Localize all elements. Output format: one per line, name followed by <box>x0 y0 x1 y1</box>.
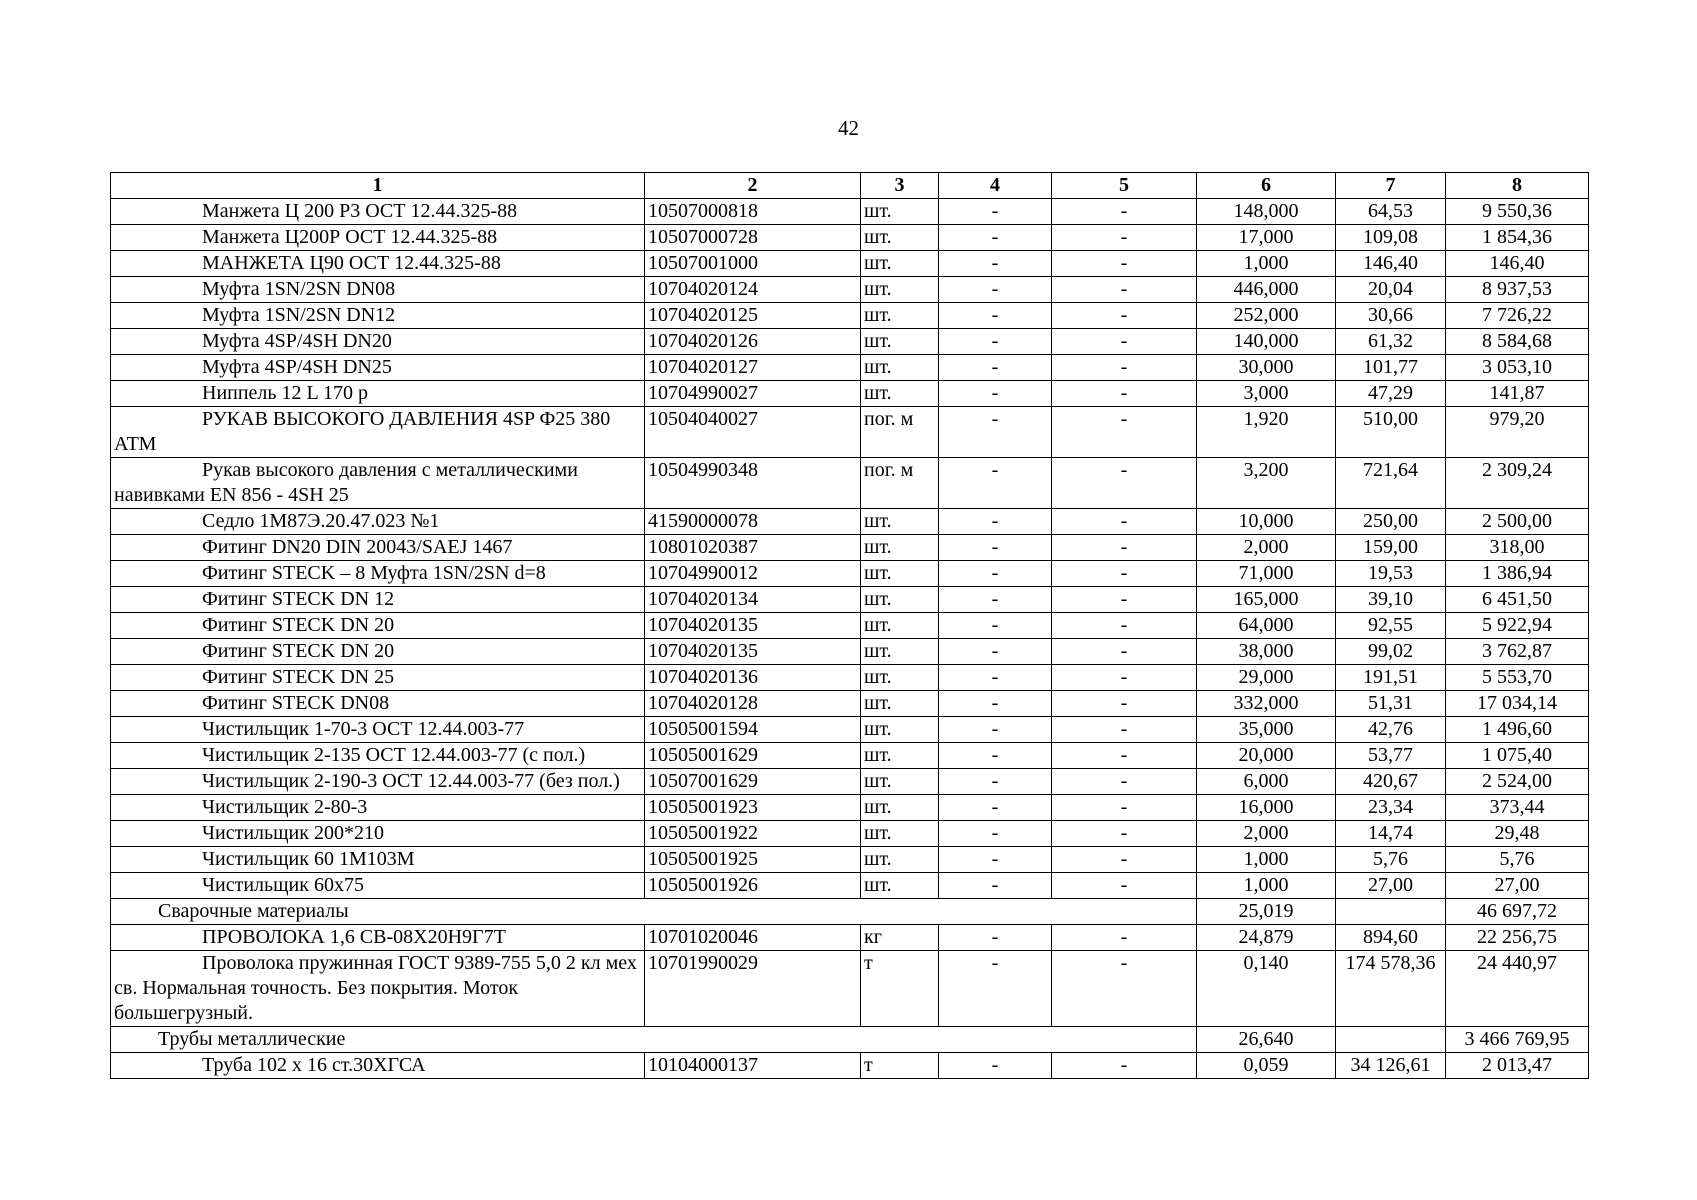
sum-cell: 979,20 <box>1446 407 1589 458</box>
code-cell: 10801020387 <box>645 535 861 561</box>
unit-cell: пог. м <box>861 407 939 458</box>
sum-cell: 5 553,70 <box>1446 665 1589 691</box>
code-cell: 10505001594 <box>645 717 861 743</box>
column-4-cell: - <box>939 535 1052 561</box>
code-cell: 10505001629 <box>645 743 861 769</box>
quantity-cell: 20,000 <box>1197 743 1336 769</box>
price-cell: 510,00 <box>1336 407 1446 458</box>
quantity-cell: 0,059 <box>1197 1053 1336 1079</box>
quantity-cell: 26,640 <box>1197 1027 1336 1053</box>
unit-cell: шт. <box>861 717 939 743</box>
unit-cell: шт. <box>861 509 939 535</box>
price-cell: 101,77 <box>1336 355 1446 381</box>
unit-cell: шт. <box>861 873 939 899</box>
table-row <box>111 381 1589 407</box>
quantity-cell: 140,000 <box>1197 329 1336 355</box>
price-cell: 30,66 <box>1336 303 1446 329</box>
unit-cell: шт. <box>861 821 939 847</box>
column-4-cell: - <box>939 199 1052 225</box>
column-4-cell: - <box>939 691 1052 717</box>
column-5-cell: - <box>1052 277 1197 303</box>
quantity-cell: 3,000 <box>1197 381 1336 407</box>
column-4-cell: - <box>939 407 1052 458</box>
code-cell: 10505001922 <box>645 821 861 847</box>
name-cell: Чистильщик 1-70-3 ОСТ 12.44.003-77 <box>111 717 645 743</box>
quantity-cell: 1,000 <box>1197 847 1336 873</box>
column-header: 4 <box>939 173 1052 199</box>
code-cell: 10704990012 <box>645 561 861 587</box>
column-5-cell: - <box>1052 665 1197 691</box>
sum-cell: 3 762,87 <box>1446 639 1589 665</box>
table-row <box>111 639 1589 665</box>
column-header: 1 <box>111 173 645 199</box>
table-row <box>111 821 1589 847</box>
quantity-cell: 17,000 <box>1197 225 1336 251</box>
unit-cell: т <box>861 1053 939 1079</box>
quantity-cell: 165,000 <box>1197 587 1336 613</box>
sum-cell: 22 256,75 <box>1446 925 1589 951</box>
table-row <box>111 717 1589 743</box>
table-row <box>111 951 1589 1027</box>
quantity-cell: 332,000 <box>1197 691 1336 717</box>
table-row <box>111 743 1589 769</box>
code-cell: 10704020126 <box>645 329 861 355</box>
sum-cell: 141,87 <box>1446 381 1589 407</box>
name-cell: РУКАВ ВЫСОКОГО ДАВЛЕНИЯ 4SP Ф25 380 АТМ <box>111 407 645 458</box>
column-5-cell: - <box>1052 381 1197 407</box>
price-cell: 14,74 <box>1336 821 1446 847</box>
column-4-cell: - <box>939 509 1052 535</box>
price-cell: 42,76 <box>1336 717 1446 743</box>
table-row <box>111 355 1589 381</box>
name-cell: МАНЖЕТА Ц90 ОСТ 12.44.325-88 <box>111 251 645 277</box>
column-4-cell: - <box>939 665 1052 691</box>
quantity-cell: 10,000 <box>1197 509 1336 535</box>
table-row <box>111 407 1589 458</box>
price-cell: 61,32 <box>1336 329 1446 355</box>
unit-cell: шт. <box>861 691 939 717</box>
table-row <box>111 873 1589 899</box>
price-cell: 47,29 <box>1336 381 1446 407</box>
column-header: 8 <box>1446 173 1589 199</box>
column-5-cell: - <box>1052 691 1197 717</box>
unit-cell: шт. <box>861 303 939 329</box>
column-5-cell: - <box>1052 873 1197 899</box>
column-4-cell: - <box>939 561 1052 587</box>
quantity-cell: 2,000 <box>1197 535 1336 561</box>
name-cell: Седло 1М87Э.20.47.023 №1 <box>111 509 645 535</box>
unit-cell: шт. <box>861 769 939 795</box>
sum-cell: 29,48 <box>1446 821 1589 847</box>
table-group-row <box>111 1027 1589 1053</box>
quantity-cell: 30,000 <box>1197 355 1336 381</box>
unit-cell: шт. <box>861 613 939 639</box>
column-4-cell: - <box>939 717 1052 743</box>
price-cell: 109,08 <box>1336 225 1446 251</box>
sum-cell: 1 075,40 <box>1446 743 1589 769</box>
code-cell: 10704020135 <box>645 639 861 665</box>
table-row <box>111 795 1589 821</box>
column-5-cell: - <box>1052 587 1197 613</box>
unit-cell: пог. м <box>861 458 939 509</box>
column-5-cell: - <box>1052 199 1197 225</box>
sum-cell: 2 500,00 <box>1446 509 1589 535</box>
column-4-cell: - <box>939 613 1052 639</box>
unit-cell: шт. <box>861 665 939 691</box>
table-row <box>111 847 1589 873</box>
sum-cell: 7 726,22 <box>1446 303 1589 329</box>
table-row <box>111 277 1589 303</box>
sum-cell: 27,00 <box>1446 873 1589 899</box>
code-cell: 10104000137 <box>645 1053 861 1079</box>
unit-cell: т <box>861 951 939 1027</box>
name-cell: Фитинг STECK – 8 Муфта 1SN/2SN d=8 <box>111 561 645 587</box>
table-row <box>111 613 1589 639</box>
column-header: 6 <box>1197 173 1336 199</box>
name-cell: Фитинг DN20 DIN 20043/SAEJ 1467 <box>111 535 645 561</box>
unit-cell: шт. <box>861 329 939 355</box>
price-cell: 159,00 <box>1336 535 1446 561</box>
price-cell <box>1336 899 1446 925</box>
code-cell: 10505001925 <box>645 847 861 873</box>
unit-cell: шт. <box>861 251 939 277</box>
column-5-cell: - <box>1052 303 1197 329</box>
table-row <box>111 199 1589 225</box>
name-cell: Муфта 4SP/4SH DN20 <box>111 329 645 355</box>
quantity-cell: 24,879 <box>1197 925 1336 951</box>
price-cell: 250,00 <box>1336 509 1446 535</box>
column-5-cell: - <box>1052 613 1197 639</box>
quantity-cell: 148,000 <box>1197 199 1336 225</box>
name-cell: Муфта 4SP/4SH DN25 <box>111 355 645 381</box>
code-cell: 10507001629 <box>645 769 861 795</box>
table-row <box>111 665 1589 691</box>
price-cell: 99,02 <box>1336 639 1446 665</box>
column-4-cell: - <box>939 1053 1052 1079</box>
column-5-cell: - <box>1052 925 1197 951</box>
code-cell: 10505001926 <box>645 873 861 899</box>
column-5-cell: - <box>1052 329 1197 355</box>
group-name-cell: Сварочные материалы <box>111 899 1197 925</box>
unit-cell: шт. <box>861 277 939 303</box>
column-4-cell: - <box>939 743 1052 769</box>
sum-cell: 1 496,60 <box>1446 717 1589 743</box>
price-cell: 894,60 <box>1336 925 1446 951</box>
name-cell: Фитинг STECK DN 25 <box>111 665 645 691</box>
column-4-cell: - <box>939 795 1052 821</box>
unit-cell: шт. <box>861 639 939 665</box>
column-4-cell: - <box>939 251 1052 277</box>
table-row <box>111 691 1589 717</box>
quantity-cell: 38,000 <box>1197 639 1336 665</box>
code-cell: 10704020135 <box>645 613 861 639</box>
column-5-cell: - <box>1052 407 1197 458</box>
price-cell: 721,64 <box>1336 458 1446 509</box>
table-row <box>111 587 1589 613</box>
quantity-cell: 0,140 <box>1197 951 1336 1027</box>
column-5-cell: - <box>1052 743 1197 769</box>
sum-cell: 5 922,94 <box>1446 613 1589 639</box>
unit-cell: шт. <box>861 355 939 381</box>
column-4-cell: - <box>939 587 1052 613</box>
table-row <box>111 561 1589 587</box>
name-cell: Муфта 1SN/2SN DN12 <box>111 303 645 329</box>
code-cell: 10507000818 <box>645 199 861 225</box>
group-name-cell: Трубы металлические <box>111 1027 1197 1053</box>
name-cell: Фитинг STECK DN 12 <box>111 587 645 613</box>
code-cell: 10704020125 <box>645 303 861 329</box>
sum-cell: 318,00 <box>1446 535 1589 561</box>
price-cell: 420,67 <box>1336 769 1446 795</box>
price-cell: 19,53 <box>1336 561 1446 587</box>
column-4-cell: - <box>939 458 1052 509</box>
column-5-cell: - <box>1052 225 1197 251</box>
table-body <box>111 199 1589 1079</box>
price-cell: 23,34 <box>1336 795 1446 821</box>
quantity-cell: 71,000 <box>1197 561 1336 587</box>
quantity-cell: 3,200 <box>1197 458 1336 509</box>
column-5-cell: - <box>1052 639 1197 665</box>
header-row <box>111 173 1589 199</box>
code-cell: 10704020124 <box>645 277 861 303</box>
column-header: 3 <box>861 173 939 199</box>
sum-cell: 46 697,72 <box>1446 899 1589 925</box>
name-cell: Чистильщик 2-135 ОСТ 12.44.003-77 (с пол.) <box>111 743 645 769</box>
quantity-cell: 1,000 <box>1197 873 1336 899</box>
table-row <box>111 925 1589 951</box>
name-cell: Труба 102 х 16 ст.30ХГСА <box>111 1053 645 1079</box>
unit-cell: шт. <box>861 847 939 873</box>
code-cell: 10701020046 <box>645 925 861 951</box>
price-cell: 174 578,36 <box>1336 951 1446 1027</box>
column-5-cell: - <box>1052 795 1197 821</box>
sum-cell: 1 386,94 <box>1446 561 1589 587</box>
quantity-cell: 2,000 <box>1197 821 1336 847</box>
column-4-cell: - <box>939 381 1052 407</box>
column-4-cell: - <box>939 329 1052 355</box>
column-4-cell: - <box>939 355 1052 381</box>
code-cell: 10504990348 <box>645 458 861 509</box>
code-cell: 10704020127 <box>645 355 861 381</box>
column-header: 2 <box>645 173 861 199</box>
code-cell: 10704020134 <box>645 587 861 613</box>
code-cell: 10704020128 <box>645 691 861 717</box>
table-row <box>111 251 1589 277</box>
column-5-cell: - <box>1052 509 1197 535</box>
column-4-cell: - <box>939 821 1052 847</box>
inventory-table <box>110 172 1589 1079</box>
name-cell: Муфта 1SN/2SN DN08 <box>111 277 645 303</box>
column-4-cell: - <box>939 639 1052 665</box>
table-row <box>111 458 1589 509</box>
column-4-cell: - <box>939 847 1052 873</box>
quantity-cell: 446,000 <box>1197 277 1336 303</box>
column-4-cell: - <box>939 303 1052 329</box>
sum-cell: 2 524,00 <box>1446 769 1589 795</box>
quantity-cell: 29,000 <box>1197 665 1336 691</box>
price-cell: 5,76 <box>1336 847 1446 873</box>
name-cell: Фитинг STECK DN 20 <box>111 613 645 639</box>
unit-cell: шт. <box>861 743 939 769</box>
price-cell: 191,51 <box>1336 665 1446 691</box>
name-cell: Чистильщик 60х75 <box>111 873 645 899</box>
code-cell: 10505001923 <box>645 795 861 821</box>
column-5-cell: - <box>1052 458 1197 509</box>
column-5-cell: - <box>1052 821 1197 847</box>
quantity-cell: 6,000 <box>1197 769 1336 795</box>
sum-cell: 3 053,10 <box>1446 355 1589 381</box>
sum-cell: 2 013,47 <box>1446 1053 1589 1079</box>
unit-cell: шт. <box>861 561 939 587</box>
code-cell: 10704990027 <box>645 381 861 407</box>
page-number: 42 <box>838 116 859 140</box>
code-cell: 10704020136 <box>645 665 861 691</box>
quantity-cell: 1,920 <box>1197 407 1336 458</box>
unit-cell: шт. <box>861 381 939 407</box>
name-cell: Чистильщик 200*210 <box>111 821 645 847</box>
name-cell: Проволока пружинная ГОСТ 9389-755 5,0 2 кл мех св. Нормальная точность. Без покрытия. Моток большегрузный. <box>111 951 645 1027</box>
sum-cell: 24 440,97 <box>1446 951 1589 1027</box>
table-row <box>111 769 1589 795</box>
table-row <box>111 303 1589 329</box>
column-5-cell: - <box>1052 717 1197 743</box>
code-cell: 10507001000 <box>645 251 861 277</box>
price-cell: 64,53 <box>1336 199 1446 225</box>
sum-cell: 8 937,53 <box>1446 277 1589 303</box>
name-cell: Чистильщик 2-80-3 <box>111 795 645 821</box>
quantity-cell: 16,000 <box>1197 795 1336 821</box>
table-row <box>111 1053 1589 1079</box>
column-5-cell: - <box>1052 847 1197 873</box>
sum-cell: 146,40 <box>1446 251 1589 277</box>
price-cell: 20,04 <box>1336 277 1446 303</box>
unit-cell: кг <box>861 925 939 951</box>
column-4-cell: - <box>939 951 1052 1027</box>
quantity-cell: 1,000 <box>1197 251 1336 277</box>
price-cell: 146,40 <box>1336 251 1446 277</box>
name-cell: Чистильщик 2-190-3 ОСТ 12.44.003-77 (без пол.) <box>111 769 645 795</box>
table-row <box>111 535 1589 561</box>
sum-cell: 8 584,68 <box>1446 329 1589 355</box>
sum-cell: 6 451,50 <box>1446 587 1589 613</box>
column-4-cell: - <box>939 225 1052 251</box>
price-cell <box>1336 1027 1446 1053</box>
price-cell: 34 126,61 <box>1336 1053 1446 1079</box>
table-row <box>111 329 1589 355</box>
table-row <box>111 509 1589 535</box>
column-5-cell: - <box>1052 951 1197 1027</box>
column-header: 7 <box>1336 173 1446 199</box>
unit-cell: шт. <box>861 795 939 821</box>
quantity-cell: 35,000 <box>1197 717 1336 743</box>
price-cell: 53,77 <box>1336 743 1446 769</box>
column-5-cell: - <box>1052 251 1197 277</box>
code-cell: 10701990029 <box>645 951 861 1027</box>
table-group-row <box>111 899 1589 925</box>
sum-cell: 5,76 <box>1446 847 1589 873</box>
quantity-cell: 252,000 <box>1197 303 1336 329</box>
code-cell: 41590000078 <box>645 509 861 535</box>
column-5-cell: - <box>1052 769 1197 795</box>
unit-cell: шт. <box>861 225 939 251</box>
column-4-cell: - <box>939 277 1052 303</box>
name-cell: Фитинг STECK DN 20 <box>111 639 645 665</box>
sum-cell: 2 309,24 <box>1446 458 1589 509</box>
column-5-cell: - <box>1052 535 1197 561</box>
code-cell: 10507000728 <box>645 225 861 251</box>
price-cell: 39,10 <box>1336 587 1446 613</box>
name-cell: Манжета Ц 200 Р3 ОСТ 12.44.325-88 <box>111 199 645 225</box>
sum-cell: 3 466 769,95 <box>1446 1027 1589 1053</box>
sum-cell: 373,44 <box>1446 795 1589 821</box>
column-5-cell: - <box>1052 561 1197 587</box>
quantity-cell: 25,019 <box>1197 899 1336 925</box>
column-4-cell: - <box>939 873 1052 899</box>
price-cell: 51,31 <box>1336 691 1446 717</box>
name-cell: Манжета Ц200Р ОСТ 12.44.325-88 <box>111 225 645 251</box>
unit-cell: шт. <box>861 587 939 613</box>
column-5-cell: - <box>1052 1053 1197 1079</box>
column-5-cell: - <box>1052 355 1197 381</box>
price-cell: 27,00 <box>1336 873 1446 899</box>
sum-cell: 9 550,36 <box>1446 199 1589 225</box>
quantity-cell: 64,000 <box>1197 613 1336 639</box>
name-cell: Ниппель 12 L 170 р <box>111 381 645 407</box>
column-header: 5 <box>1052 173 1197 199</box>
code-cell: 10504040027 <box>645 407 861 458</box>
name-cell: Фитинг STECK DN08 <box>111 691 645 717</box>
name-cell: Чистильщик 60 1М103М <box>111 847 645 873</box>
unit-cell: шт. <box>861 199 939 225</box>
price-cell: 92,55 <box>1336 613 1446 639</box>
table-row <box>111 225 1589 251</box>
unit-cell: шт. <box>861 535 939 561</box>
name-cell: ПРОВОЛОКА 1,6 СВ-08Х20Н9Г7Т <box>111 925 645 951</box>
column-4-cell: - <box>939 925 1052 951</box>
sum-cell: 17 034,14 <box>1446 691 1589 717</box>
column-4-cell: - <box>939 769 1052 795</box>
name-cell: Рукав высокого давления с металлическими навивками EN 856 - 4SH 25 <box>111 458 645 509</box>
sum-cell: 1 854,36 <box>1446 225 1589 251</box>
